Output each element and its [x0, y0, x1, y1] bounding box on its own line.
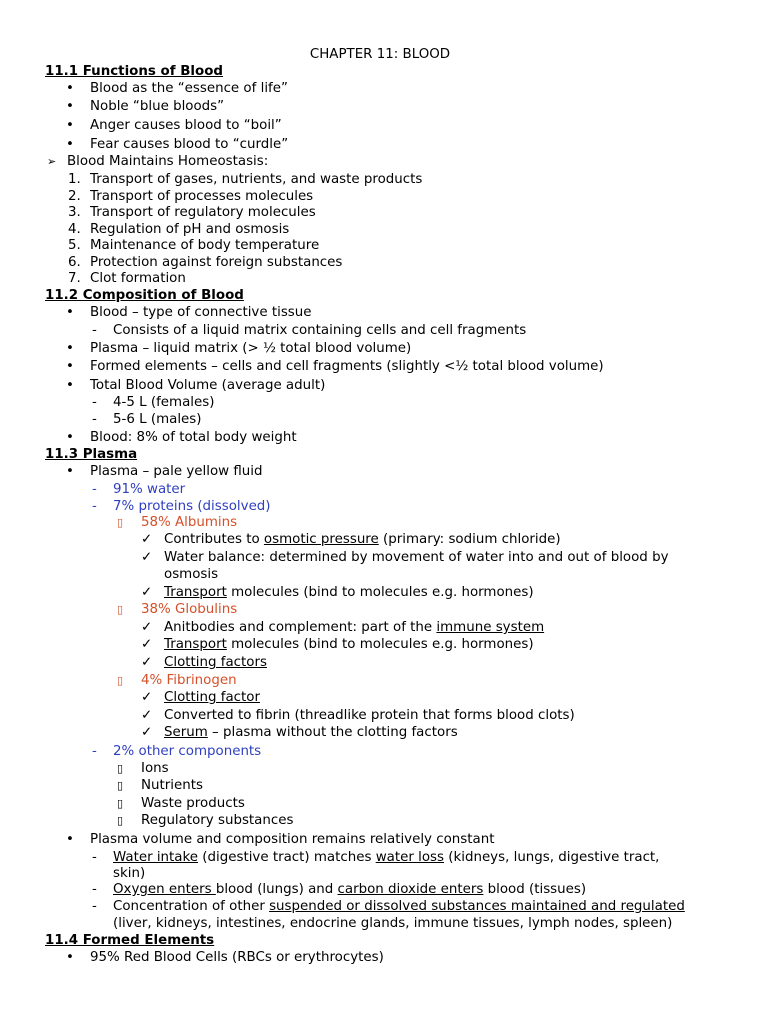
section-heading-composition: 11.2 Composition of Blood — [45, 288, 244, 303]
list-item: Clotting factor — [164, 690, 260, 705]
list-item: Waste products — [141, 796, 245, 811]
dash-marker: - — [92, 395, 97, 410]
bullet-marker: • — [66, 118, 74, 133]
list-item: Total Blood Volume (average adult) — [90, 378, 326, 393]
section-heading-formed-elements: 11.4 Formed Elements — [45, 933, 215, 948]
list-item: 4-5 L (females) — [113, 395, 215, 410]
list-item: Nutrients — [141, 778, 203, 793]
list-item: 7% proteins (dissolved) — [113, 499, 271, 514]
list-item: 91% water — [113, 482, 186, 497]
list-item: Maintenance of body temperature — [90, 238, 320, 253]
list-item: Fear causes blood to “curdle” — [90, 137, 289, 152]
box-bullet-icon: ▯ — [117, 603, 124, 616]
list-item: Ions — [141, 761, 169, 776]
list-item: Regulation of pH and osmosis — [90, 222, 290, 237]
list-item: Transport of processes molecules — [90, 189, 314, 204]
list-item: 5-6 L (males) — [113, 412, 202, 427]
list-item: Transport of regulatory molecules — [90, 205, 316, 220]
check-icon: ✓ — [141, 637, 153, 652]
check-icon: ✓ — [141, 585, 153, 600]
list-item: Plasma volume and composition remains relatively constant — [90, 832, 495, 847]
dash-marker: - — [92, 850, 97, 865]
list-item: Transport molecules (bind to molecules e.g. hormones) — [164, 637, 534, 652]
dash-marker: - — [92, 744, 97, 759]
list-item-continuation: osmosis — [164, 567, 219, 582]
box-bullet-icon: ▯ — [117, 779, 124, 792]
list-item: Consists of a liquid matrix containing cells and cell fragments — [113, 323, 527, 338]
bullet-marker: • — [66, 305, 74, 320]
dash-marker: - — [92, 499, 97, 514]
chapter-title: CHAPTER 11: BLOOD — [309, 47, 451, 62]
bullet-marker: • — [66, 430, 74, 445]
check-icon: ✓ — [141, 725, 153, 740]
check-icon: ✓ — [141, 550, 153, 565]
list-item: Plasma – pale yellow fluid — [90, 464, 263, 479]
arrow-bullet-icon: ➢ — [47, 155, 57, 168]
list-item: Serum – plasma without the clotting factors — [164, 725, 458, 740]
bullet-marker: • — [66, 359, 74, 374]
box-bullet-icon: ▯ — [117, 762, 124, 775]
list-item: Oxygen enters blood (lungs) and carbon dioxide enters blood (tissues) — [113, 882, 587, 897]
list-item: Blood as the “essence of life” — [90, 81, 288, 96]
list-item: Blood – type of connective tissue — [90, 305, 312, 320]
list-number: 6. — [68, 255, 81, 270]
box-bullet-icon: ▯ — [117, 516, 124, 529]
list-item: Formed elements – cells and cell fragments (slightly <½ total blood volume) — [90, 359, 604, 374]
list-item-continuation: (liver, kidneys, intestines, endocrine glands, immune tissues, lymph nodes, spleen) — [113, 916, 673, 931]
list-item: Transport molecules (bind to molecules e.g. hormones) — [164, 585, 534, 600]
bullet-marker: • — [66, 81, 74, 96]
check-icon: ✓ — [141, 690, 153, 705]
list-item: Anitbodies and complement: part of the immune system — [164, 620, 545, 635]
dash-marker: - — [92, 482, 97, 497]
list-number: 2. — [68, 189, 81, 204]
list-item: Regulatory substances — [141, 813, 294, 828]
list-number: 5. — [68, 238, 81, 253]
list-item: Water balance: determined by movement of water into and out of blood by — [164, 550, 669, 565]
dash-marker: - — [92, 323, 97, 338]
list-item: 95% Red Blood Cells (RBCs or erythrocytes) — [90, 950, 384, 965]
bullet-marker: • — [66, 832, 74, 847]
list-item: Contributes to osmotic pressure (primary: sodium chloride) — [164, 532, 561, 547]
bullet-marker: • — [66, 378, 74, 393]
box-bullet-icon: ▯ — [117, 814, 124, 827]
section-heading-functions: 11.1 Functions of Blood — [45, 64, 224, 79]
dash-marker: - — [92, 882, 97, 897]
list-item: Protection against foreign substances — [90, 255, 343, 270]
bullet-marker: • — [66, 341, 74, 356]
check-icon: ✓ — [141, 532, 153, 547]
list-item: 2% other components — [113, 744, 262, 759]
list-item: 58% Albumins — [141, 515, 238, 530]
list-item: Concentration of other suspended or dissolved substances maintained and regulated — [113, 899, 685, 914]
list-item: Clot formation — [90, 271, 186, 286]
list-item: Noble “blue bloods” — [90, 99, 225, 114]
check-icon: ✓ — [141, 655, 153, 670]
dash-marker: - — [92, 412, 97, 427]
list-number: 7. — [68, 271, 81, 286]
bullet-marker: • — [66, 99, 74, 114]
list-number: 3. — [68, 205, 81, 220]
list-item: 38% Globulins — [141, 602, 238, 617]
list-item: Anger causes blood to “boil” — [90, 118, 282, 133]
section-heading-plasma: 11.3 Plasma — [45, 447, 138, 462]
list-item: Plasma – liquid matrix (> ½ total blood volume) — [90, 341, 412, 356]
bullet-marker: • — [66, 950, 74, 965]
check-icon: ✓ — [141, 708, 153, 723]
bullet-marker: • — [66, 464, 74, 479]
list-item: Water intake (digestive tract) matches water loss (kidneys, lungs, digestive tract, — [113, 850, 660, 865]
dash-marker: - — [92, 899, 97, 914]
box-bullet-icon: ▯ — [117, 797, 124, 810]
check-icon: ✓ — [141, 620, 153, 635]
list-item: Transport of gases, nutrients, and waste products — [90, 172, 423, 187]
list-item: 4% Fibrinogen — [141, 673, 237, 688]
list-item: Blood Maintains Homeostasis: — [67, 154, 269, 169]
list-item: Clotting factors — [164, 655, 267, 670]
list-item: Blood: 8% of total body weight — [90, 430, 297, 445]
list-number: 4. — [68, 222, 81, 237]
bullet-marker: • — [66, 137, 74, 152]
list-item-continuation: skin) — [113, 866, 146, 881]
list-item: Converted to fibrin (threadlike protein that forms blood clots) — [164, 708, 575, 723]
list-number: 1. — [68, 172, 81, 187]
box-bullet-icon: ▯ — [117, 674, 124, 687]
